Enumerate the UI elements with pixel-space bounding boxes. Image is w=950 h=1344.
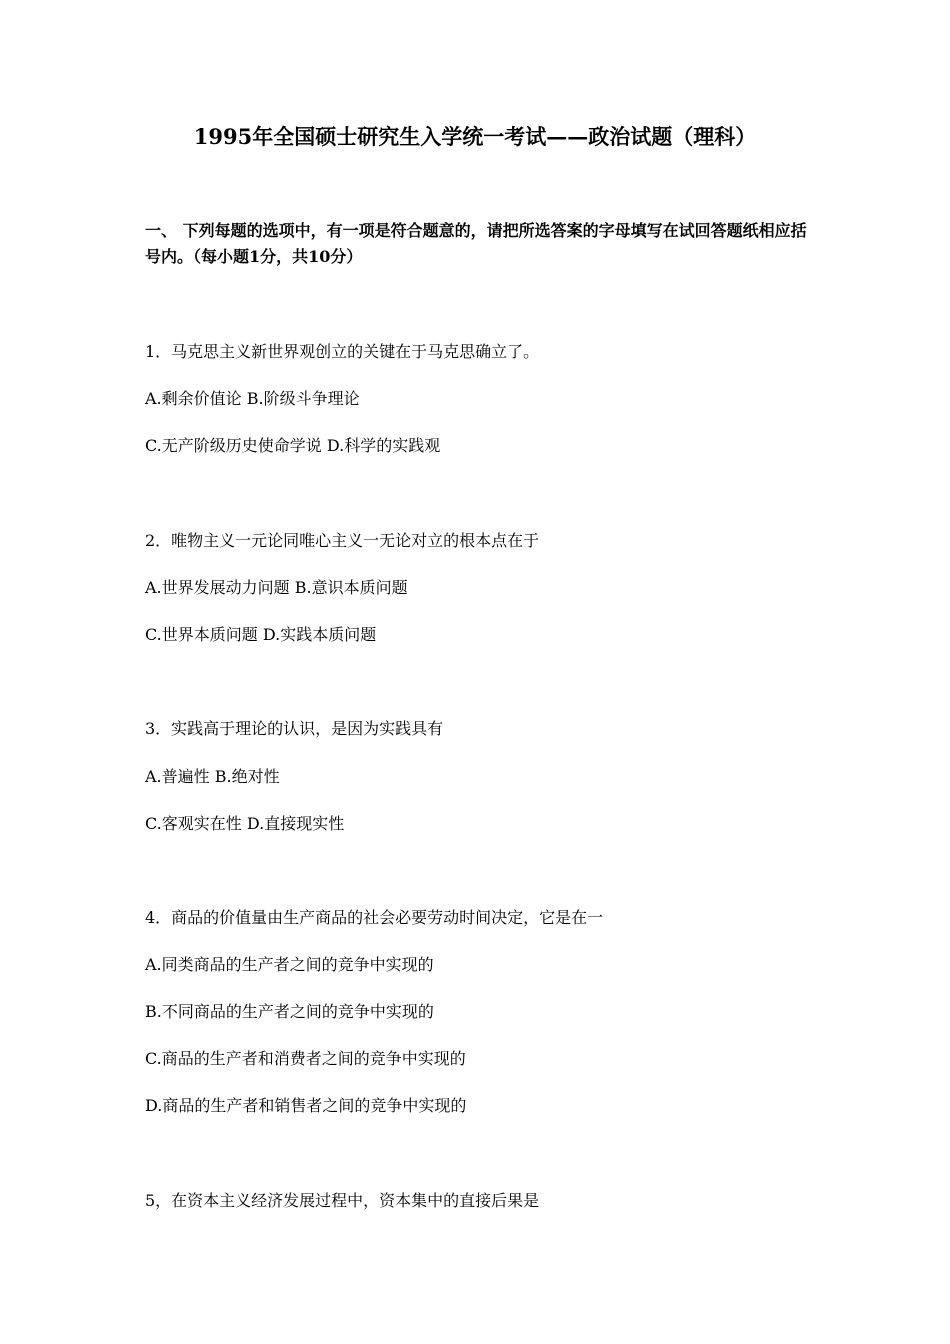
question-4-option-b: B.不同商品的生产者之间的竞争中实现的 (145, 1002, 434, 1021)
question-4-option-d: D.商品的生产者和销售者之间的竞争中实现的 (145, 1096, 467, 1115)
question-5-stem: 5，在资本主义经济发展过程中，资本集中的直接后果是 (145, 1191, 540, 1210)
question-4-option-c: C.商品的生产者和消费者之间的竞争中实现的 (145, 1049, 466, 1068)
question-3-options-ab: A.普遍性 B.绝对性 (145, 767, 280, 786)
section-1-instructions: 一、 下列每题的选项中，有一项是符合题意的，请把所选答案的字母填写在试回答题纸相应括号内。（每小题1分，共10分） (145, 221, 807, 266)
question-4-option-a: A.同类商品的生产者之间的竞争中实现的 (145, 955, 434, 974)
question-1-options-ab: A.剩余价值论 B.阶级斗争理论 (145, 389, 360, 408)
question-4-stem: 4．商品的价值量由生产商品的社会必要劳动时间决定，它是在一 (145, 908, 604, 927)
question-2-options-ab: A.世界发展动力问题 B.意识本质问题 (145, 578, 408, 597)
question-3-options-cd: C.客观实在性 D.直接现实性 (145, 814, 345, 833)
question-3-stem: 3．实践高于理论的认识，是因为实践具有 (145, 719, 444, 738)
document-title: 1995年全国硕士研究生入学统一考试——政治试题（理科） (193, 124, 757, 149)
question-2-options-cd: C.世界本质问题 D.实践本质问题 (145, 625, 377, 644)
question-2-stem: 2．唯物主义一元论同唯心主义一无论对立的根本点在于 (145, 531, 540, 550)
question-1-options-cd: C.无产阶级历史使命学说 D.科学的实践观 (145, 436, 441, 455)
question-1-stem: 1．马克思主义新世界观创立的关键在于马克思确立了。 (145, 342, 540, 361)
